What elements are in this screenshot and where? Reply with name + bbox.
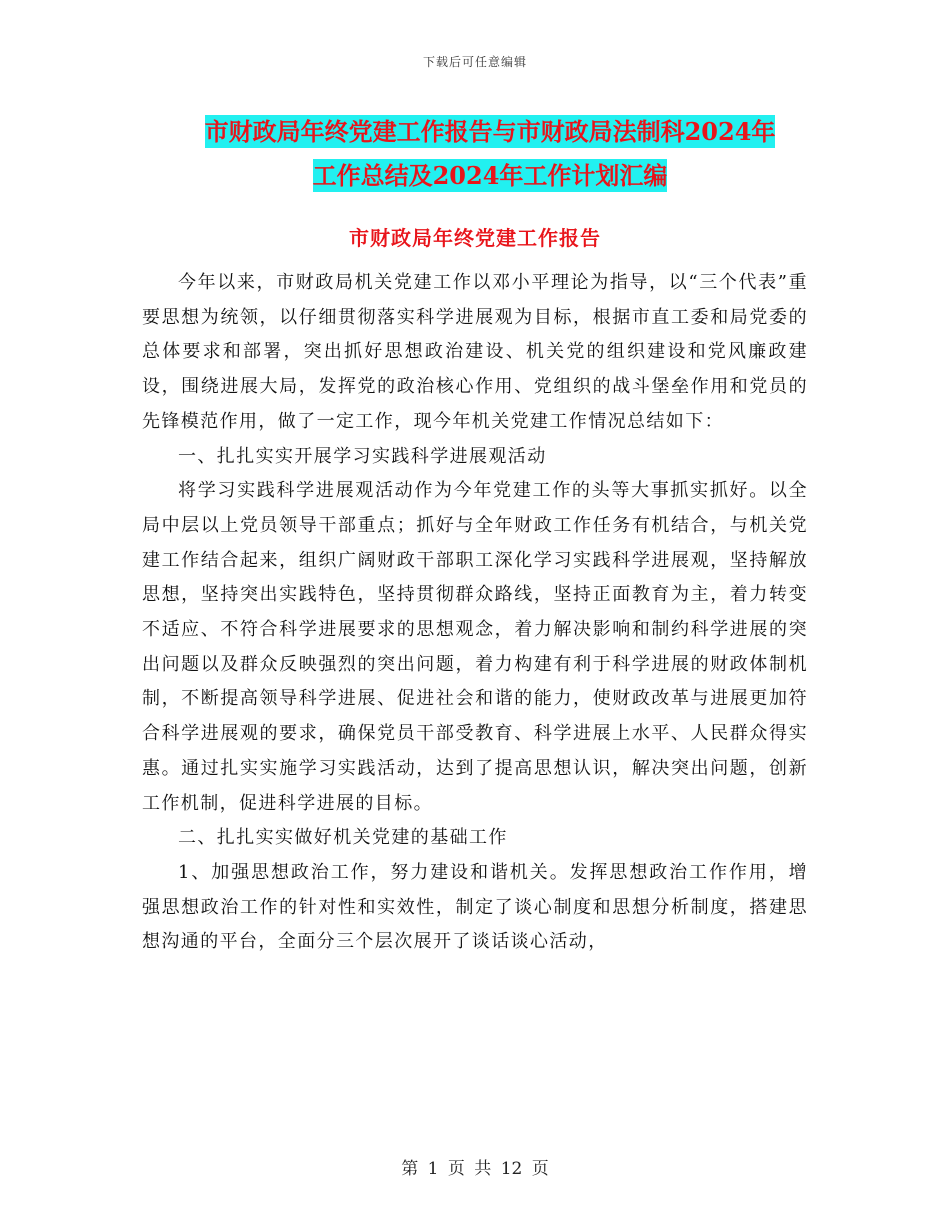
- heading-one: 一、扎扎实实开展学习实践科学进展观活动: [178, 445, 547, 467]
- document-title-line-1: 市财政局年终党建工作报告与市财政局法制科2024年: [204, 117, 776, 146]
- paragraph-ideological-work: 1、加强思想政治工作，努力建设和谐机关。发挥思想政治工作作用，增强思想政治工作的针对性和实效性，制定了谈心制度和思想分析制度，搭建思想沟通的平台，全面分三个层次展开了谈话谈心活动，: [142, 861, 808, 953]
- paragraph-intro: 今年以来，市财政局机关党建工作以邓小平理论为指导，以“三个代表”重要思想为统领，以仔细贯彻落实科学进展观为目标，根据市直工委和局党委的总体要求和部署，突出抓好思想政治建设、机关党的组织建设和党风廉政建设，围绕进展大局，发挥党的政治核心作用、党组织的战斗堡垒作用和党员的先锋模范作用，做了一定工作，现今年机关党建工作情况总结如下：: [142, 272, 808, 432]
- header-note: 下载后可任意编辑: [422, 55, 527, 69]
- document-title-line-2: 工作总结及2024年工作计划汇编: [312, 161, 668, 190]
- page-footer: 第 1 页 共 12 页: [401, 1159, 549, 1179]
- body-text: [142, 266, 808, 960]
- paragraph-study-practice: 将学习实践科学进展观活动作为今年党建工作的头等大事抓实抓好。以全局中层以上党员领导干部重点；抓好与全年财政工作任务有机结合，与机关党建工作结合起来，组织广阔财政干部职工深化学习实践科学进展观，坚持解放思想，坚持突出实践特色，坚持贯彻群众路线，坚持正面教育为主，着力转变不适应、不符合科学进展要求的思想观念，着力解决影响和制约科学进展的突出问题以及群众反映强烈的突出问题，着力构建有利于科学进展的财政体制机制，不断提高领导科学进展、促进社会和谐的能力，使财政改革与进展更加符合科学进展观的要求，确保党员干部受教育、科学进展上水平、人民群众得实惠。通过扎实实施学习实践活动，达到了提高思想认识，解决突出问题，创新工作机制，促进科学进展的目标。: [142, 480, 808, 814]
- document-title: [140, 110, 840, 198]
- section-title: 市财政局年终党建工作报告: [349, 226, 601, 250]
- heading-two: 二、扎扎实实做好机关党建的基础工作: [178, 827, 508, 849]
